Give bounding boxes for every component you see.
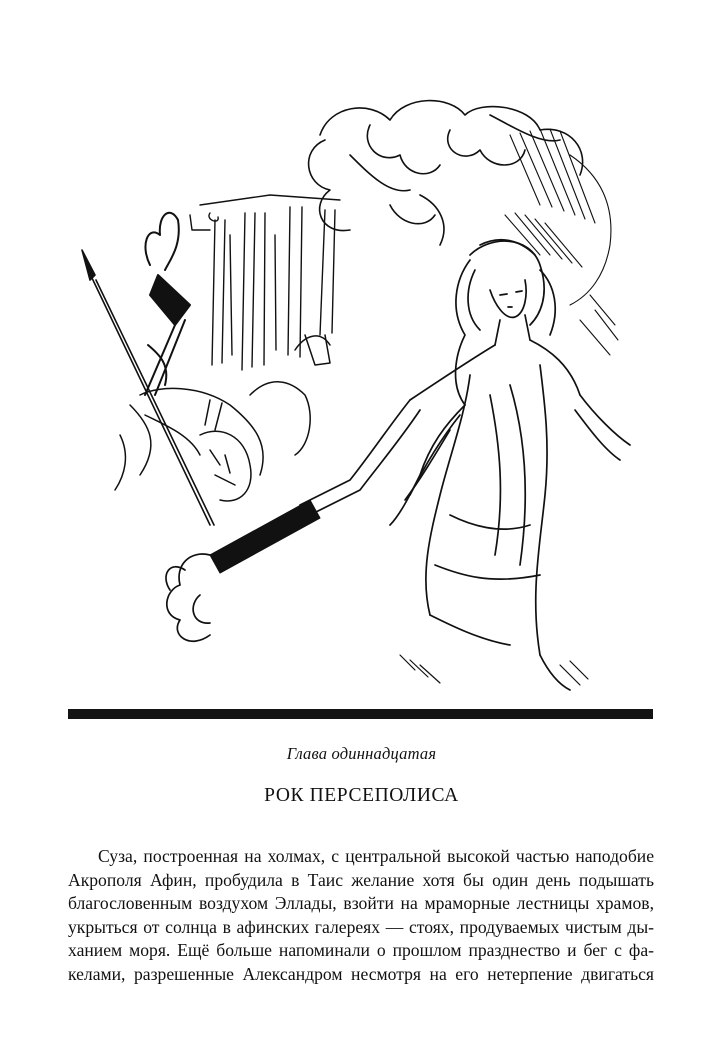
paragraph-line: келами, разрешенные Александром несмотря на его нетерпение двигаться — [68, 963, 654, 984]
chapter-illustration — [70, 95, 660, 695]
woman-figure — [166, 240, 630, 690]
temple-columns — [190, 195, 340, 370]
spear — [82, 250, 214, 525]
paragraph-line: Суза, построенная на холмах, с центральной высокой частью наподобие — [98, 846, 654, 866]
body-paragraph — [68, 845, 654, 987]
paragraph-line: благословенным воздухом Эллады, взойти на мраморные лестницы храмов, — [68, 893, 654, 914]
paragraph-line: укрыться от солнца в афинских галереях — стоях, продуваемых чистым ды- — [68, 916, 654, 937]
paragraph-line: ханием моря. Ещё больше напоминали о прошлом празднество и бег с фа- — [68, 940, 654, 961]
paragraph-line: Акрополя Афин, пробудила в Таис желание хотя бы один день подышать — [68, 869, 654, 890]
smoke-clouds — [309, 101, 583, 245]
chapter-title: РОК ПЕРСЕПОЛИСА — [264, 785, 459, 806]
ground-strokes — [400, 655, 588, 685]
chapter-number: Глава одиннадцатая — [286, 744, 437, 763]
hatched-smoke — [505, 129, 618, 355]
torch-left — [145, 213, 190, 395]
chapter-divider-rule — [68, 709, 653, 719]
